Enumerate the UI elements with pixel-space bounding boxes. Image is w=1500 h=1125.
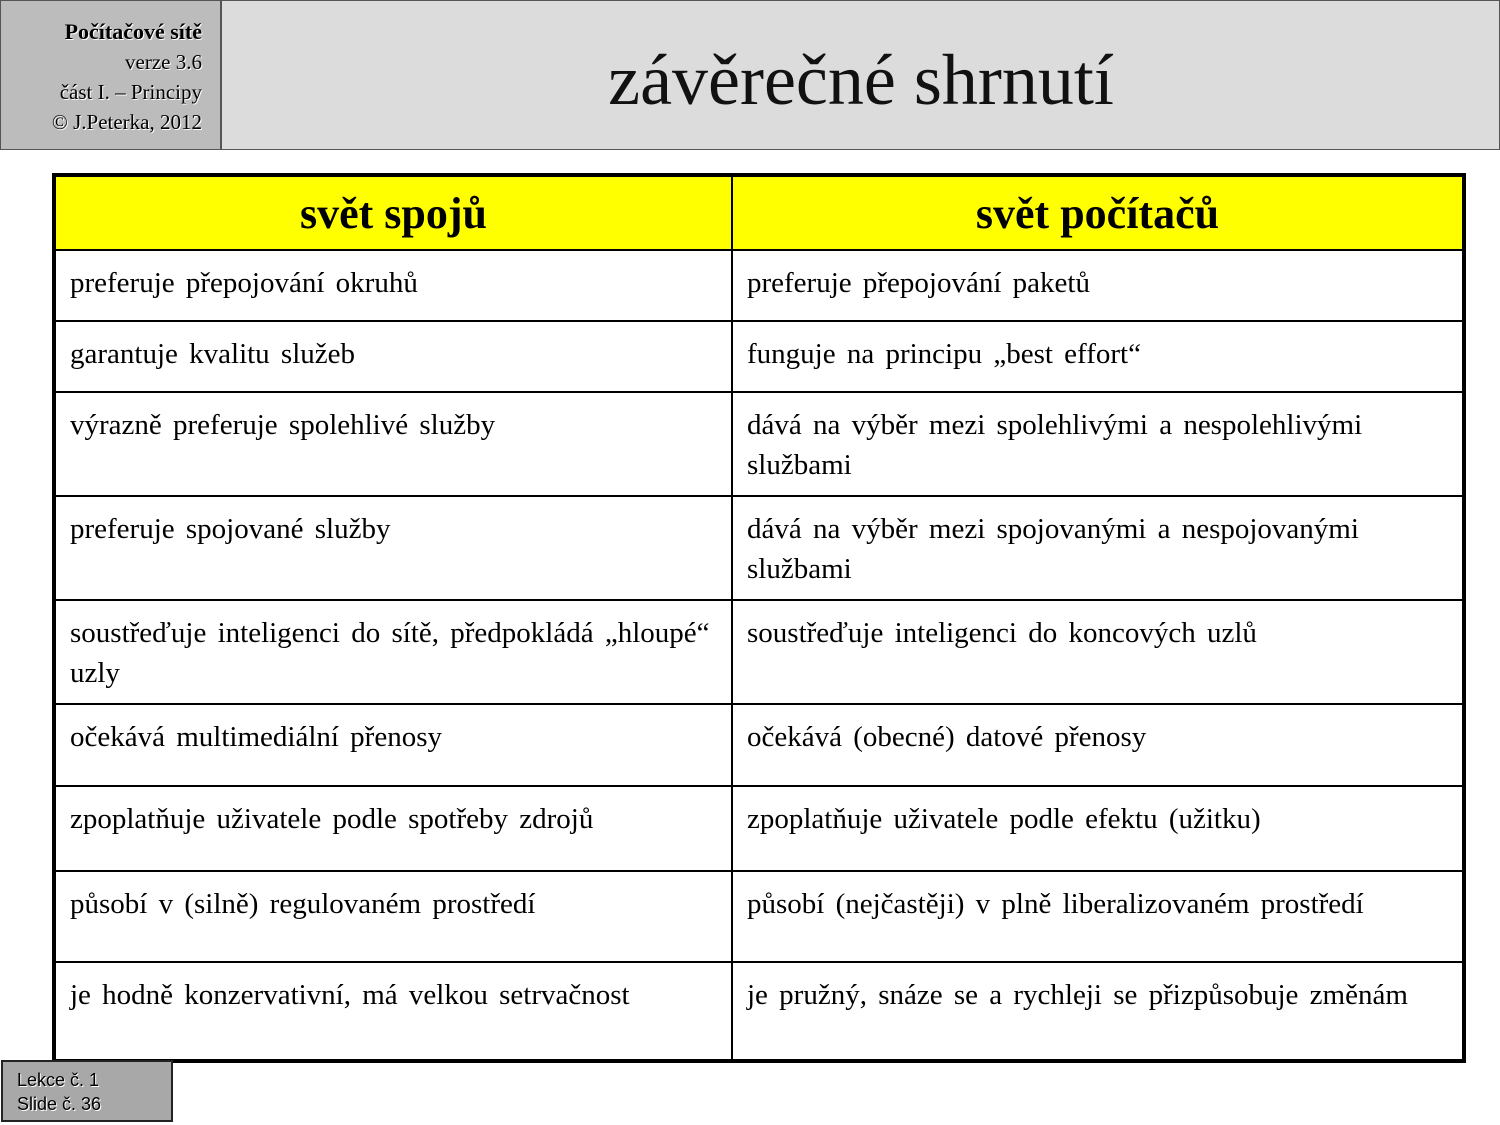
table-row: [54, 496, 1464, 600]
table-cell-computers: očekává (obecné) datové přenosy: [732, 704, 1464, 786]
table-cell-computers: je pružný, snáze se a rychleji se přizpůsobuje změnám: [732, 962, 1464, 1061]
table-cell-computers: zpoplatňuje uživatele podle efektu (užitku): [732, 786, 1464, 871]
table-row: [54, 600, 1464, 704]
table-cell-telecom: garantuje kvalitu služeb: [54, 321, 732, 392]
table-row: [54, 321, 1464, 392]
table-row: [54, 392, 1464, 496]
table-cell-telecom: výrazně preferuje spolehlivé služby: [54, 392, 732, 496]
table-cell-computers: dává na výběr mezi spolehlivými a nespolehlivými službami: [732, 392, 1464, 496]
column-header-computers: svět počítačů: [732, 175, 1464, 250]
course-part: část I. – Principy: [59, 80, 202, 104]
course-version: verze 3.6: [125, 50, 202, 74]
course-name: Počítačové sítě: [64, 19, 202, 44]
table-row: [54, 786, 1464, 871]
table-row: [54, 704, 1464, 786]
slide-title: závěrečné shrnutí: [608, 40, 1114, 120]
table-cell-computers: soustřeďuje inteligenci do koncových uzlů: [732, 600, 1464, 704]
course-copyright: © J.Peterka, 2012: [51, 110, 202, 134]
table-cell-telecom: preferuje přepojování okruhů: [54, 250, 732, 321]
slide-number: Slide č. 36: [17, 1094, 102, 1114]
table-cell-computers: funguje na principu „best effort“: [732, 321, 1464, 392]
table-cell-computers: působí (nejčastěji) v plně liberalizovaném prostředí: [732, 871, 1464, 962]
table-cell-telecom: očekává multimediální přenosy: [54, 704, 732, 786]
table-row: [54, 871, 1464, 962]
lesson-number: Lekce č. 1: [17, 1070, 100, 1090]
table-cell-computers: dává na výběr mezi spojovanými a nespojovanými službami: [732, 496, 1464, 600]
course-info-box: [0, 0, 222, 150]
comparison-table: [52, 173, 1466, 1063]
table-cell-telecom: preferuje spojované služby: [54, 496, 732, 600]
table-cell-computers: preferuje přepojování paketů: [732, 250, 1464, 321]
table-row: [54, 250, 1464, 321]
table-cell-telecom: soustřeďuje inteligenci do sítě, předpokládá „hloupé“ uzly: [54, 600, 732, 704]
column-header-telecom: svět spojů: [54, 175, 732, 250]
table-cell-telecom: působí v (silně) regulovaném prostředí: [54, 871, 732, 962]
table-cell-telecom: je hodně konzervativní, má velkou setrvačnost: [54, 962, 732, 1061]
table-cell-telecom: zpoplatňuje uživatele podle spotřeby zdrojů: [54, 786, 732, 871]
table-row: [54, 962, 1464, 1061]
table-header-row: [54, 175, 1464, 250]
slide-number-box: [1, 1060, 173, 1122]
